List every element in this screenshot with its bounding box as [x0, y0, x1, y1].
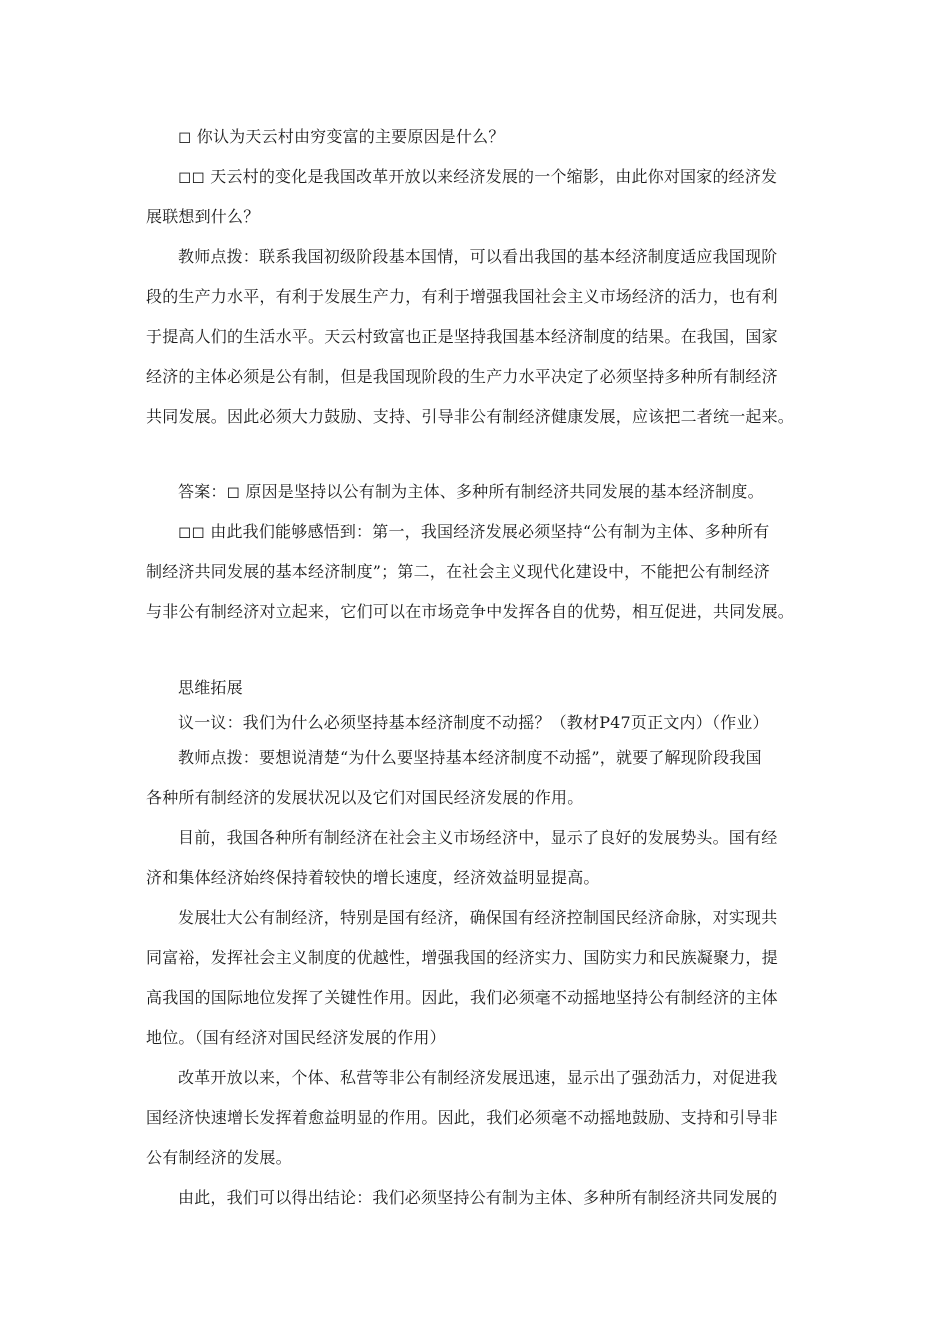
paragraph-2-line-4: 地位。（国有经济对国民经济发展的作用） — [146, 1028, 446, 1047]
question-2-line-1: ◻◻ 天云村的变化是我国改革开放以来经济发展的一个缩影，由此你对国家的经济发 — [178, 167, 778, 186]
paragraph-2-line-2: 同富裕，发挥社会主义制度的优越性，增强我国的经济实力、国防实力和民族凝聚力，提 — [146, 948, 778, 967]
paragraph-3-line-3: 公有制经济的发展。 — [146, 1148, 292, 1167]
paragraph-3-line-1: 改革开放以来，个体、私营等非公有制经济发展迅速，显示出了强劲活力，对促进我 — [178, 1068, 778, 1087]
paragraph-2-line-1: 发展壮大公有制经济，特别是国有经济，确保国有经济控制国民经济命脉，对实现共 — [178, 908, 778, 927]
question-1: ◻ 你认为天云村由穷变富的主要原因是什么？ — [178, 127, 505, 146]
document-page — [146, 0, 806, 1344]
answer-line-2: ◻◻ 由此我们能够感悟到：第一，我国经济发展必须坚持“公有制为主体、多种所有 — [178, 522, 770, 541]
paragraph-1-line-1: 目前，我国各种所有制经济在社会主义市场经济中，显示了良好的发展势头。国有经 — [178, 828, 778, 847]
teacher-tip-2-line-1: 教师点拨：要想说清楚“为什么要坚持基本经济制度不动摇”，就要了解现阶段我国 — [178, 748, 762, 767]
conclusion-line-1: 由此，我们可以得出结论：我们必须坚持公有制为主体、多种所有制经济共同发展的 — [178, 1188, 778, 1207]
paragraph-2-line-3: 高我国的国际地位发挥了关键性作用。因此，我们必须毫不动摇地坚持公有制经济的主体 — [146, 988, 778, 1007]
teacher-tip-1-line-4: 经济的主体必须是公有制，但是我国现阶段的生产力水平决定了必须坚持多种所有制经济 — [146, 367, 778, 386]
question-2-line-2: 展联想到什么？ — [146, 207, 260, 226]
teacher-tip-1-line-5: 共同发展。因此必须大力鼓励、支持、引导非公有制经济健康发展，应该把二者统一起来。 — [146, 407, 795, 426]
section-heading: 思维拓展 — [178, 678, 243, 697]
paragraph-1-line-2: 济和集体经济始终保持着较快的增长速度，经济效益明显提高。 — [146, 868, 600, 887]
answer-line-3: 制经济共同发展的基本经济制度”；第二，在社会主义现代化建设中，不能把公有制经济 — [146, 562, 770, 581]
discussion-question: 议一议：我们为什么必须坚持基本经济制度不动摇？（教材P47页正文内）（作业） — [178, 713, 769, 732]
paragraph-3-line-2: 国经济快速增长发挥着愈益明显的作用。因此，我们必须毫不动摇地鼓励、支持和引导非 — [146, 1108, 778, 1127]
answer-line-4: 与非公有制经济对立起来，它们可以在市场竞争中发挥各自的优势，相互促进，共同发展。 — [146, 602, 795, 621]
teacher-tip-1-line-3: 于提高人们的生活水平。天云村致富也正是坚持我国基本经济制度的结果。在我国，国家 — [146, 327, 778, 346]
teacher-tip-2-line-2: 各种所有制经济的发展状况以及它们对国民经济发展的作用。 — [146, 788, 584, 807]
teacher-tip-1-line-1: 教师点拨：联系我国初级阶段基本国情，可以看出我国的基本经济制度适应我国现阶 — [178, 247, 778, 266]
answer-line-1: 答案：◻ 原因是坚持以公有制为主体、多种所有制经济共同发展的基本经济制度。 — [178, 482, 764, 501]
teacher-tip-1-line-2: 段的生产力水平，有利于发展生产力，有利于增强我国社会主义市场经济的活力，也有利 — [146, 287, 778, 306]
